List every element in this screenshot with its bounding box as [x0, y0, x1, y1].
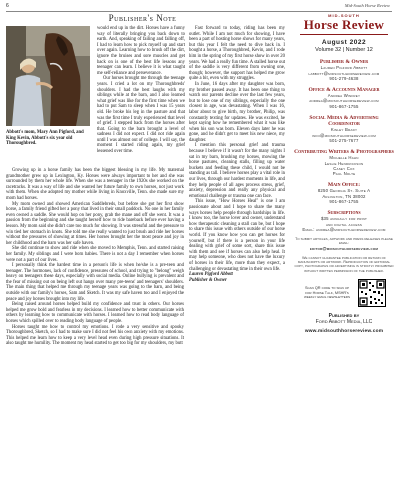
paragraph: Horses taught me how to control my emotions. I rode a very sensitive and spooky Thoroughbred, Sketch, so I had to make sure I did not feel his own anxiety with my emotions. This helped me learn how to keep a very level head even during high pressure situations. It also taught me humility. The moment my head started to get too big for my shoulders, my butt [6, 324, 184, 347]
staff-section [294, 149, 394, 176]
staff-line: Michelle Hahn [329, 155, 359, 161]
header-rule [6, 11, 392, 12]
paragraph: would end up in the dirt. Horses have a funny way of literally bringing you back down to earth. And, speaking of failing and falling off, I had to learn how to pick myself up and start over again. Learning how to brush off the dirt, ignore the bruises and sore muscles and get back on is one of the best life lessons any teenager can learn. I believe it is what taught me self-reliance and perseverance. [97, 26, 185, 76]
staff-phone: 901-279-4638 [329, 75, 359, 81]
section-title: Publisher's Note [108, 13, 177, 23]
section-heading: Publisher & Owner [319, 59, 369, 65]
subscription-line: and digital access [325, 221, 363, 227]
office-section [294, 182, 394, 204]
newsletter-signup [294, 279, 394, 307]
paragraph: Being raised around horses helped build my confidence and trust in others. Our horses helped me grow bold and fearless in my decisions. I learned how to better communicate with others by learning how to communicate with horses. I learned how to read body language of horses which spilled over to reading body language of people. [6, 302, 184, 325]
staff-line: Leslie Hendrickson [324, 160, 364, 166]
qr-instructions: Scan QR code to sign up for Horse Talk, MSHR's weekly email newsletters [304, 286, 350, 300]
article-column-top [97, 26, 185, 155]
masthead-pretitle: MID-SOUTH [328, 13, 360, 18]
paragraph: I mention this personal grief and trauma because I believe if it wasn't for the many nights I sat in my barn, brushing my horses, mowing the horse pastures, cleaning stalls, filling up water buckets and feeding these child, I would not be standing as tall. I believe horses play a vital role in our lives, through our hardest moments in life, and they help people of all ages process stress, grief, anxiety, depression and really any physical and emotional challenge or trauma one can face. [189, 143, 285, 199]
article-column-main [6, 168, 184, 468]
volume-number: Volume 32 | Number 12 [315, 47, 373, 53]
paragraph: My mom owned and showed American Saddlebreds, but before she got her first show horse, a family friend gifted her a pony that lived in their small paddock. No one in her family even owned a saddle. She would hop on her pony, grab the mane and off she went. It was a passion from the beginning and she taught herself how to ride bareback before ever having a lesson. My mom said she didn't care too much for showing. It was stressful and the pressure to win tied her stomach in knots. She told me she really wanted to just brush and ride her horses without the pressures of showing at times. Her horses brought her the most peace and joy in her childhood and the barn was her safe haven. [6, 201, 184, 246]
paragraph: Our horses brought me through the teenage years. I cried a lot on my Thoroughbreds' shoulders. I had the best laughs with my siblings while at the barn, and I also learned what grief was like for the first time when we had to put Sam to sleep when I was 15 years old. He broke his leg in the pasture and that was the first time I truly experienced that level of grief. I stepped back from the horses after that. Going to the barn brought a level of sadness I did not expect. I did not ride again until I was almost out of college. I will say, the moment I started riding again, my grief lessened over time. [97, 76, 185, 155]
paragraph: In June, 16 days after my daughter was born, my brother passed away. It has been one thing to watch our parents decline over the last few years, but to lose one of my siblings, especially the one closest in age, was devastating. When I was 16, labor about to give birth, my brother, Philip, was constantly texting for updates. He was excited, he kept saying how he remembered what it was like when his son was born. Eleven days later he was gone, and he didn't get to meet his new niece, my daughter. [189, 81, 285, 143]
staff-line: Casey Cox [333, 165, 355, 171]
staff-section [294, 115, 394, 143]
staff-email-link[interactable]: andrea@midsouthhorsereview.com [309, 98, 379, 104]
office-phone: 901-867-1755 [329, 198, 359, 204]
page-header [0, 0, 400, 12]
staff-section [294, 87, 394, 109]
masthead-rule [300, 34, 388, 35]
subscription-email-link[interactable]: Email: andrea@midsouthhorsereview.com [302, 226, 386, 232]
masthead-sidebar [294, 13, 394, 334]
section-heading: Subscriptions [327, 210, 361, 217]
website-link[interactable]: www.midsouthhorsereview.com [304, 328, 384, 334]
staff-email-link[interactable]: labbott@midsouthhorsereview.com [308, 70, 380, 76]
publisher-block [294, 313, 394, 325]
photo-caption: Abbott's mom, Mary Ann Pigford, and King Kevin, Abbott's six year old Thoroughbred. [6, 130, 84, 147]
page-number: 6 [6, 3, 9, 9]
address-line: Arlington, TN 38002 [322, 193, 366, 199]
staff-line: Kinley Brady [330, 127, 358, 133]
qr-code-icon[interactable] [358, 279, 386, 307]
paragraph: I personally think the hardest time in a person's life is when he/she is a pre-teen and teenager. The hormones, lack of confidence, pressures of school, and trying to "belong" weigh heavy on teenagers these days, especially with social media. Online bullying is prevalent and the fear of missing out on being left out hangs over many pre-teens' and teenagers' shoulders. The main thing that helped me through my teenage years was going to the barn, and being outside with our family's horses, Sam and Sketch. It was my safe haven too and I enjoyed the peace and joy horses brought into my life. [6, 263, 184, 302]
published-by-label: Published by [328, 312, 360, 319]
staff-line: Paul Nolte [332, 170, 356, 176]
masthead-title: Horse Review [303, 17, 385, 32]
signature-title: Publisher & Owner [189, 277, 227, 283]
staff-phone: 501-275-7677 [329, 137, 359, 143]
issue-date: August 2022 [321, 39, 367, 46]
paragraph: This issue, "How Horses Heal" is one I am passionate about and I hope to share the many ways horses help people through hardships in life. I know too, the horse lover and owner, understand how therapeutic cleaning a stall can be, but I hope to share this issue with others outside of our horse world. If you know how you can get horses for yourself, but if there is a person in your life dealing with grief of some sort, share this issue with them and see if horses can also help heal. It may help someone, who does not have the luxury of horses in their life, more than they expect, a challenging or devastating time in their own life. [189, 199, 285, 272]
staff-section [294, 59, 394, 81]
paragraph: Fast forward to today, riding has been my outlet. While I am not much for showing, I have been a part of hosting horse shows for many years, but this year I felt the need to dive back in. I bought a horse, a Thoroughbred, Kevin, and I rode him in the spring of my first horse show in over 20 years. We had a really fun time. A stalled horse out of the saddle is very different from owning one, though; however, the support has helped me grow quite a bit, even with my struggles. [189, 26, 285, 82]
section-heading: Office & Accounts Manager [308, 86, 380, 93]
section-heading: Main Office: [327, 182, 361, 189]
signature-name: Lauren Pigford Abbott [189, 272, 233, 278]
submit-email-link[interactable]: editor@midsouthhorsereview.com [309, 245, 379, 251]
submit-note: To submit articles, artwork and press releases please email: [295, 236, 393, 246]
staff-phone: 901-867-1755 [329, 103, 359, 109]
paragraph: She did continue to show and ride when she moved to Memphis, Tenn. and started raising her family. My siblings and I were born babies. There is not a day I remember when horses were not a part of our lives. [6, 246, 184, 263]
section-heading: Contributing Writers & Photographers [294, 149, 394, 156]
running-head: Mid-South Horse Review [344, 3, 390, 8]
subscription-line: $35 annually for print [320, 216, 368, 222]
staff-line: Lauren Pigford Abbott [320, 65, 368, 71]
photo-woman-with-horse [6, 26, 90, 126]
disclaimer: We cannot guarantee publication or return of manuscripts or artwork. Reproduction of editorial copy, photographs or advertising is strictly prohibited without written permission of the publisher. [294, 255, 394, 273]
paragraph: Growing up in a horse family has been the biggest blessing in my life. My maternal grandmother grew up in Lexington, Ky. Horses were always important to her and she was surrounded by them her whole life. When she was a teenager in the 1920s she worked on the racetracks. It was a way of life and she wanted her future family to own horses, not just work with them. When she adopted my mother while living in Knoxville, Tenn. she made sure my mom had horses. [6, 168, 184, 201]
article-column-right [189, 26, 285, 471]
staff-line: Andrea Winfrey [327, 93, 361, 99]
publisher-name: Ford Abbott Media, LLC [315, 318, 373, 325]
address-line: 8250 Georgia St. Suite A [317, 188, 371, 194]
subscriptions-section [294, 210, 394, 232]
staff-email-link[interactable]: info@midsouthhorsereview.com [312, 132, 376, 138]
section-heading: Social Media & Advertising Coordinator [309, 114, 379, 128]
